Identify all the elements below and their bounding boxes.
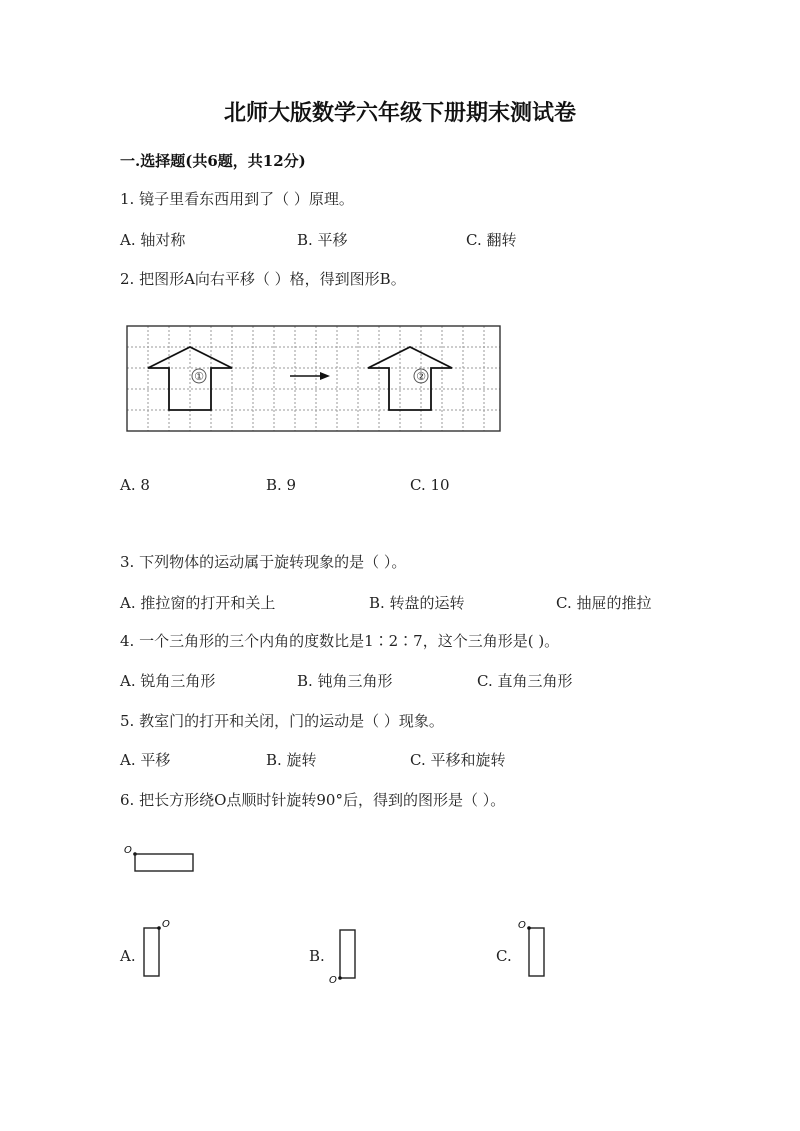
page-title: 北师大版数学六年级下册期末测试卷 bbox=[223, 100, 576, 126]
question-3-stem: 3. 下列物体的运动属于旋转现象的是（ ）。 bbox=[120, 553, 407, 571]
question-4-option-b[interactable]: B. 钝角三角形 bbox=[297, 672, 393, 690]
grid-border bbox=[127, 326, 500, 431]
question-6-stem: 6. 把长方形绕O点顺时针旋转90°后，得到的图形是（ ）。 bbox=[120, 791, 506, 809]
question-6-option-a[interactable]: A. bbox=[120, 947, 136, 965]
question-4-option-a[interactable]: A. 锐角三角形 bbox=[120, 672, 216, 690]
question-1-option-a[interactable]: A. 轴对称 bbox=[120, 231, 186, 249]
option-c-figure[interactable] bbox=[510, 916, 554, 982]
question-6-option-b[interactable]: B. bbox=[309, 947, 325, 965]
option-a-point-o bbox=[157, 926, 161, 930]
option-a-figure[interactable] bbox=[138, 916, 178, 982]
translation-grid-figure bbox=[120, 318, 510, 436]
question-2-option-c[interactable]: C. 10 bbox=[410, 476, 450, 494]
section-heading: 一.选择题(共6题，共12分) bbox=[120, 152, 306, 170]
question-6-option-c[interactable]: C. bbox=[496, 947, 512, 965]
option-b-point-o-label: O bbox=[329, 975, 337, 986]
question-1-option-b[interactable]: B. 平移 bbox=[297, 231, 348, 249]
point-o-label: O bbox=[124, 845, 132, 856]
question-5-stem: 5. 教室门的打开和关闭，门的运动是（ ）现象。 bbox=[120, 712, 444, 730]
question-5-option-c[interactable]: C. 平移和旋转 bbox=[410, 751, 506, 769]
question-5-option-a[interactable]: A. 平移 bbox=[120, 751, 171, 769]
question-2-option-a[interactable]: A. 8 bbox=[120, 476, 150, 494]
shape-b-label: ② bbox=[416, 370, 426, 383]
option-b-figure[interactable] bbox=[324, 922, 364, 988]
question-5-option-b[interactable]: B. 旋转 bbox=[266, 751, 317, 769]
question-3-option-b[interactable]: B. 转盘的运转 bbox=[369, 594, 465, 612]
translation-arrowhead bbox=[320, 372, 330, 380]
option-a-rectangle bbox=[144, 928, 159, 976]
question-4-option-c[interactable]: C. 直角三角形 bbox=[477, 672, 573, 690]
option-a-point-o-label: O bbox=[162, 919, 170, 930]
question-3-option-c[interactable]: C. 抽屉的推拉 bbox=[556, 594, 652, 612]
question-1-option-c[interactable]: C. 翻转 bbox=[466, 231, 517, 249]
question-2-stem: 2. 把图形A向右平移（ ）格，得到图形B。 bbox=[120, 270, 406, 288]
option-b-rectangle bbox=[340, 930, 355, 978]
option-b-point-o bbox=[338, 976, 342, 980]
original-rectangle bbox=[135, 854, 193, 871]
question-4-stem: 4. 一个三角形的三个内角的度数比是1∶2∶7，这个三角形是( )。 bbox=[120, 632, 560, 650]
question-3-option-a[interactable]: A. 推拉窗的打开和关上 bbox=[120, 594, 276, 612]
grid-lines bbox=[127, 326, 500, 431]
question-1-stem: 1. 镜子里看东西用到了（ ）原理。 bbox=[120, 190, 354, 208]
option-c-point-o-label: O bbox=[518, 920, 526, 931]
shape-b bbox=[368, 347, 452, 410]
option-c-point-o bbox=[527, 926, 531, 930]
shape-a-label: ① bbox=[194, 370, 204, 383]
option-c-rectangle bbox=[529, 928, 544, 976]
question-2-option-b[interactable]: B. 9 bbox=[266, 476, 297, 494]
rotation-original-figure bbox=[120, 840, 210, 880]
